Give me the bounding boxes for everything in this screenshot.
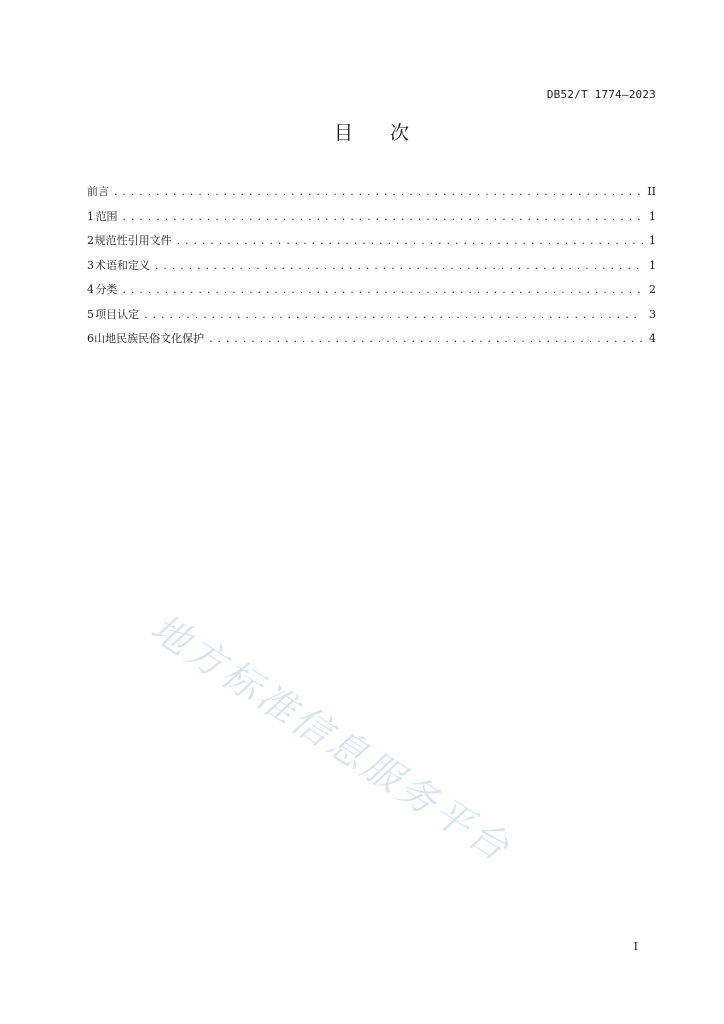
toc-entry-page: II <box>647 185 656 198</box>
toc-entry-page: 1 <box>649 234 656 247</box>
title-char-1: 目 <box>333 122 354 144</box>
toc-leader-dots <box>141 311 643 321</box>
toc-leader-dots <box>152 262 643 272</box>
toc-entry-6[interactable] <box>87 330 656 355</box>
toc-entry-3[interactable] <box>87 257 656 282</box>
toc-leader-dots <box>111 188 641 198</box>
table-of-contents <box>87 183 656 355</box>
toc-leader-dots <box>206 335 643 345</box>
title-char-2: 次 <box>390 122 411 144</box>
toc-entry-1[interactable] <box>87 208 656 233</box>
toc-entry-4[interactable] <box>87 281 656 306</box>
toc-entry-number: 3 <box>87 258 94 272</box>
toc-entry-preface[interactable] <box>87 183 656 208</box>
toc-entry-page: 1 <box>649 258 656 272</box>
toc-entry-page: 4 <box>649 332 656 345</box>
watermark-text: 地方标准信息服务平台 <box>143 605 520 872</box>
toc-entry-number: 4 <box>87 283 94 296</box>
toc-entry-label: 前言 <box>87 185 109 198</box>
toc-entry-2[interactable] <box>87 232 656 257</box>
toc-entry-label: 山地民族民俗文化保护 <box>94 332 205 345</box>
toc-entry-label: 项目认定 <box>95 307 140 321</box>
toc-entry-page: 1 <box>649 209 656 223</box>
toc-leader-dots <box>120 213 643 223</box>
toc-entry-number: 1 <box>87 209 94 223</box>
toc-entry-label: 规范性引用文件 <box>94 234 172 247</box>
toc-entry-label: 范围 <box>95 209 118 223</box>
document-code: DB52/T 1774—2023 <box>546 88 656 101</box>
toc-entry-label: 分类 <box>95 283 118 296</box>
toc-leader-dots <box>120 286 643 296</box>
toc-entry-number: 5 <box>87 307 94 321</box>
toc-entry-5[interactable] <box>87 306 656 331</box>
toc-entry-label: 术语和定义 <box>95 258 150 272</box>
page-title <box>0 118 724 145</box>
toc-leader-dots <box>174 237 643 247</box>
toc-entry-number: 2 <box>87 234 94 247</box>
page-number: I <box>633 940 638 953</box>
toc-entry-number: 6 <box>87 332 94 345</box>
toc-entry-page: 3 <box>649 307 656 321</box>
toc-entry-page: 2 <box>649 283 656 296</box>
